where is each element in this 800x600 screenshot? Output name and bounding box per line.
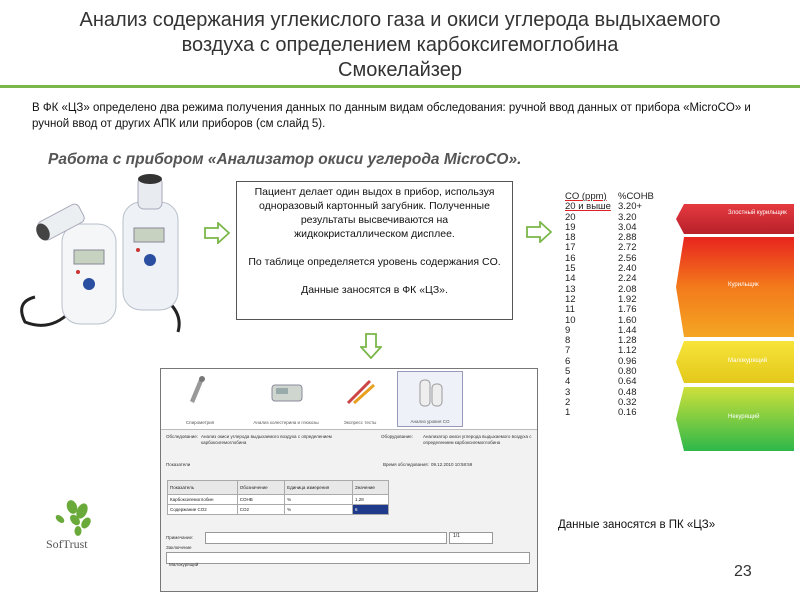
cohb-value: 2.72 xyxy=(618,242,637,254)
title-line-2: воздуха с определением карбоксигемоглобина xyxy=(181,34,619,56)
co-table-row xyxy=(562,408,672,418)
co-value: 2 xyxy=(565,396,571,408)
arrow-right-icon xyxy=(204,222,230,244)
co-table-row xyxy=(562,388,672,398)
co-table-row xyxy=(562,346,672,356)
cohb-value: 2.56 xyxy=(618,252,637,264)
conclusion-input[interactable]: Малокурящий xyxy=(166,552,530,564)
co-value: 20 и выше xyxy=(565,201,611,213)
note-input[interactable] xyxy=(205,532,447,544)
co-table-row xyxy=(562,285,672,295)
params-label: Показатели xyxy=(166,462,191,467)
softrust-logo xyxy=(40,495,120,573)
results-table-header xyxy=(168,481,389,495)
arrow-down-icon xyxy=(360,333,382,359)
co-reference-table xyxy=(562,192,672,419)
cohb-value: 1.92 xyxy=(618,293,637,305)
table-cell: Карбоксигемоглобин xyxy=(168,495,238,505)
instruction-text-1: Пациент делает один выдох в прибор, используя одноразовый картонный загубник. Полученные результаты высвечиваются на жидкокристаллическом дисплее. xyxy=(254,186,495,240)
co-table-row xyxy=(562,254,672,264)
title-divider xyxy=(0,85,800,88)
co-value: 12 xyxy=(565,293,576,305)
table-row[interactable] xyxy=(168,495,389,505)
co-table-row xyxy=(562,264,672,274)
co-header: CO (ppm) xyxy=(565,191,607,202)
table-cell-selected[interactable]: 6 xyxy=(352,505,388,515)
conclusion-label: Заключение xyxy=(166,545,192,550)
cohb-value: 1.12 xyxy=(618,345,637,357)
table-cell: CO2 xyxy=(237,505,284,515)
time-value: 09.12.2010 10:58:59 xyxy=(431,462,473,467)
band-label-non: Некурящий xyxy=(728,414,760,420)
co-table-row xyxy=(562,202,672,212)
cohb-value: 2.88 xyxy=(618,232,637,244)
co-table-row xyxy=(562,398,672,408)
co-value: 1 xyxy=(565,407,571,419)
co-value: 11 xyxy=(565,304,575,316)
co-table-row xyxy=(562,274,672,284)
section-subtitle: Работа с прибором «Анализатор окиси углерода MicroCO». xyxy=(48,151,522,168)
co-table-row xyxy=(562,316,672,326)
cohb-value: 3.20 xyxy=(618,211,637,223)
co-table-row xyxy=(562,233,672,243)
table-cell: COHB xyxy=(237,495,284,505)
arrow-right-icon-2 xyxy=(526,221,552,243)
co-value: 16 xyxy=(565,252,576,264)
cohb-value: 0.64 xyxy=(618,376,637,388)
band-label-smoker: Курильщик xyxy=(728,282,759,288)
band-heavy-smoker xyxy=(676,204,794,234)
co-value: 5 xyxy=(565,366,571,378)
cohb-value: 3.04 xyxy=(618,221,637,233)
tool-cholesterol[interactable]: Анализ холестерина и глюкозы xyxy=(253,371,319,427)
slide-title xyxy=(20,8,780,83)
title-line-1: Анализ содержания углекислого газа и окиси углерода выдыхаемого xyxy=(79,9,721,31)
logo-text: SofTrust xyxy=(46,537,88,551)
co-table-row xyxy=(562,295,672,305)
co-table-row xyxy=(562,357,672,367)
co-value: 6 xyxy=(565,355,571,367)
co-value: 14 xyxy=(565,273,576,285)
cohb-value: 2.24 xyxy=(618,273,637,285)
exam-label: Обследование: xyxy=(166,434,199,439)
instruction-box xyxy=(236,181,513,320)
table-cell: % xyxy=(285,505,353,515)
note-label: Примечание: xyxy=(166,535,194,540)
co-value: 9 xyxy=(565,324,571,336)
co-value: 10 xyxy=(565,314,576,326)
co-table-row xyxy=(562,213,672,223)
time-label: Время обследования: xyxy=(383,462,429,467)
col-header: Показатель xyxy=(168,481,238,495)
co-value: 15 xyxy=(565,263,576,275)
cohb-value: 2.40 xyxy=(618,263,637,275)
software-toolbar xyxy=(161,369,537,430)
cohb-value: 1.76 xyxy=(618,304,637,316)
col-header: Единица измерения xyxy=(285,481,353,495)
cohb-value: 1.28 xyxy=(618,335,637,347)
co-table-row xyxy=(562,377,672,387)
co-table-row xyxy=(562,305,672,315)
co-value: 20 xyxy=(565,211,576,223)
exam-value: Анализ окиси углерода выдыхаемого воздуха с определением карбоксигемоглобина xyxy=(201,434,332,445)
col-header: Обозначение xyxy=(237,481,284,495)
microco-device-back xyxy=(123,174,179,332)
page-selector[interactable]: 1/1 xyxy=(449,532,493,544)
col-header: Значение xyxy=(352,481,388,495)
band-label-light: Малокурящий xyxy=(728,358,768,364)
co-value: 3 xyxy=(565,386,571,398)
co-table-row xyxy=(562,243,672,253)
tool-spirometry[interactable]: Спирометрия xyxy=(167,371,233,427)
band-label-heavy: Злостный курильщик xyxy=(728,210,787,216)
footer-note: Данные заносятся в ПК «ЦЗ» xyxy=(558,519,716,531)
co-value: 18 xyxy=(565,232,576,244)
cohb-value: 3.20+ xyxy=(618,201,643,213)
intro-paragraph: В ФК «ЦЗ» определено два режима получения данных по данным видам обследования: ручной ввод данных от прибора «MicroCO» и ручной ввод от других АПК или приборов (см слайд 5). xyxy=(32,102,751,130)
microco-device-front xyxy=(22,202,116,325)
instruction-text-3: Данные заносятся в ФК «ЦЗ». xyxy=(301,284,448,296)
tool-express-tests[interactable]: Экспресс тесты xyxy=(327,371,393,427)
co-value: 17 xyxy=(565,242,576,254)
software-screenshot xyxy=(160,368,538,592)
cohb-value: 0.80 xyxy=(618,366,637,378)
cohb-value: 0.96 xyxy=(618,355,637,367)
co-table-row xyxy=(562,326,672,336)
equipment-value: Анализатор окиси углерода выдыхаемого воздуха с определением карбоксигемоглобина xyxy=(423,434,532,445)
co-value: 4 xyxy=(565,376,571,388)
title-line-3: Смокелайзер xyxy=(338,59,462,81)
cohb-value: 1.44 xyxy=(618,324,637,336)
co-value: 13 xyxy=(565,283,576,295)
table-cell: Содержание CO2 xyxy=(168,505,238,515)
co-value: 8 xyxy=(565,335,571,347)
co-table-row xyxy=(562,223,672,233)
instruction-text-2: По таблице определяется уровень содержания CO. xyxy=(248,256,501,268)
cohb-value: 0.16 xyxy=(618,407,637,419)
co-value: 7 xyxy=(565,345,571,357)
microco-devices-image xyxy=(10,172,195,337)
table-cell: % xyxy=(285,495,353,505)
cohb-value: 0.48 xyxy=(618,386,637,398)
cohb-header: %COHB xyxy=(618,191,654,202)
table-cell[interactable]: 1.28 xyxy=(352,495,388,505)
cohb-value: 2.08 xyxy=(618,283,637,295)
cohb-value: 1.60 xyxy=(618,314,637,326)
equipment-label: Оборудование: xyxy=(381,434,413,439)
co-table-row xyxy=(562,367,672,377)
tool-co-analysis[interactable]: Анализ уровня CO xyxy=(397,371,463,427)
table-row[interactable] xyxy=(168,505,389,515)
co-table-row xyxy=(562,336,672,346)
page-number: 23 xyxy=(734,563,752,580)
co-value: 19 xyxy=(565,221,576,233)
results-table xyxy=(167,480,389,515)
cohb-value: 0.32 xyxy=(618,396,637,408)
